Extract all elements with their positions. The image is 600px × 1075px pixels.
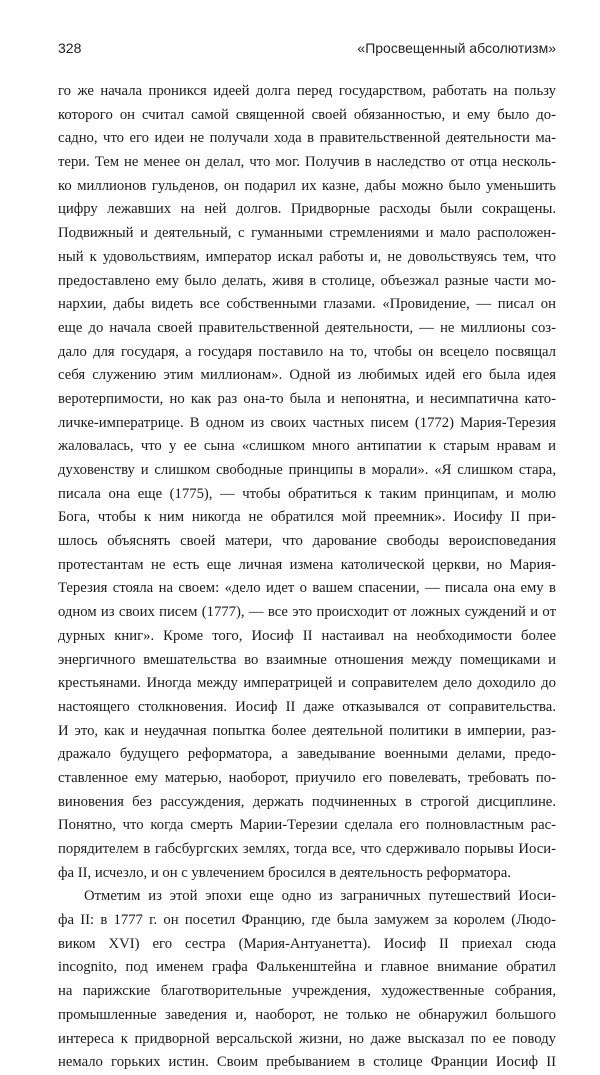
text-line: incognito, под именем графа Фалькенштейна и главное внимание обратил [58, 959, 556, 976]
text-line: го же начала проникся идеей долга перед государством, работать на пользу [58, 83, 556, 99]
text-line: еще до начала своей правительственной деятельности, — не миллионы соз- [58, 319, 556, 336]
page-body-text [58, 80, 556, 1075]
running-title: «Просвещенный абсолютизм» [357, 40, 556, 56]
text-line: Терезия стояла на своем: «дело идет о вашем спасении, — писала она ему в [58, 580, 556, 597]
text-line: энергичного вмешательства во взаимные отношения между помещиками и [58, 651, 556, 668]
text-line: виком XVI) его сестра (Мария-Антуанетта). Иосиф II приехал сюда [58, 935, 556, 952]
text-line: ко миллионов гульденов, он подарил их казне, дабы можно было уменьшить [58, 177, 556, 194]
paragraph [58, 80, 556, 885]
text-line: садно, что его идеи не получали хода в правительственной деятельности ма- [58, 130, 556, 147]
text-line: промышленные заведения и, наоборот, не только не обнаружил большого [58, 1006, 556, 1023]
text-line: писала она еще (1775), — чтобы обратиться к таким принципам, и молю [58, 485, 556, 502]
text-line: шлось объяснять своей матери, что дарование свободы вероисповедания [58, 533, 556, 550]
text-line: фа II, исчезло, и он с увлечением бросился в деятельность реформатора. [58, 864, 511, 881]
text-line: жаловалась, что у ее сына «слишком много антипатии к старым нравам и [58, 438, 556, 455]
text-line: личке-императрице. В одном из своих частных писем (1772) Мария-Терезия [58, 414, 556, 431]
page-number: 328 [58, 40, 82, 56]
text-line: Понятно, что когда смерть Марии-Терезии сделала его полновластным рас- [58, 817, 556, 834]
text-line: Отметим из этой эпохи еще одно из заграничных путешествий Иоси- [84, 888, 556, 905]
text-line: ный к удовольствиям, император искал работы и, не довольствуясь тем, что [58, 248, 556, 265]
text-line: дурных книг». Кроме того, Иосиф II настаивал на необходимости более [58, 627, 556, 644]
text-line: виновения без рассуждения, держать подчиненных в строгой дисциплине. [58, 793, 556, 810]
text-line: одном из своих писем (1777), — все это происходит от ложных суждений и от [58, 604, 556, 621]
text-line: крестьянами. Иногда между императрицей и соправителем дело доходило до [58, 675, 556, 692]
text-line: ставленное ему матерью, наоборот, приучило его повелевать, требовать по- [58, 769, 556, 786]
text-line: интереса к придворной версальской жизни, но даже высказал по ее поводу [58, 1030, 556, 1047]
paragraph [58, 885, 556, 1075]
text-line: настоящего столкновения. Иосиф II даже отказывался от соправительства. [58, 698, 556, 715]
text-line: И это, как и неудачная попытка более деятельной политики в империи, раз- [58, 722, 556, 739]
text-line: веротерпимости, но как раз она-то была и непонятна, и несимпатична като- [58, 390, 556, 407]
text-line: немало горьких истин. Своим пребыванием в столице Франции Иосиф II [58, 1054, 556, 1071]
text-line: порядителем в габсбургских землях, тогда все, что сдерживало порывы Иоси- [58, 841, 556, 857]
text-line: дражало будущего реформатора, а заведывание военными делами, предо- [58, 746, 556, 763]
text-line: тери. Тем не менее он делал, что мог. Получив в наследство от отца несколь- [58, 154, 556, 171]
text-line: духовенству и слишком свободные принципы в морали». «Я слишком стара, [58, 462, 556, 478]
page-header [58, 40, 556, 62]
text-line: Подвижный и деятельный, с гуманными стремлениями и мало расположен- [58, 225, 556, 242]
text-line: цифру лежавших на ней долгов. Придворные расходы были сокращены. [58, 201, 556, 218]
text-line: на парижские благотворительные учреждения, художественные собрания, [58, 983, 556, 1000]
text-line: дало для государя, а государя поставило на то, чтобы он всецело посвящал [58, 343, 556, 360]
text-line: протестантам не есть еще личная измена католической церкви, но Мария- [58, 556, 556, 573]
text-line: которого он считал самой священной своей обязанностью, и ему было до- [58, 106, 556, 123]
text-line: фа II: в 1777 г. он посетил Францию, где была замужем за королем (Людо- [58, 912, 556, 929]
text-line: предоставлено ему было делать, живя в столице, объезжал разные части мо- [58, 272, 556, 289]
text-line: Бога, чтобы к ним никогда не обратился мой преемник». Иосифу II при- [58, 509, 556, 526]
text-line: себя служению этим миллионам». Одной из любимых идей его была идея [58, 367, 556, 384]
text-line: нархии, дабы видеть все собственными глазами. «Провидение, — писал он [58, 296, 556, 313]
